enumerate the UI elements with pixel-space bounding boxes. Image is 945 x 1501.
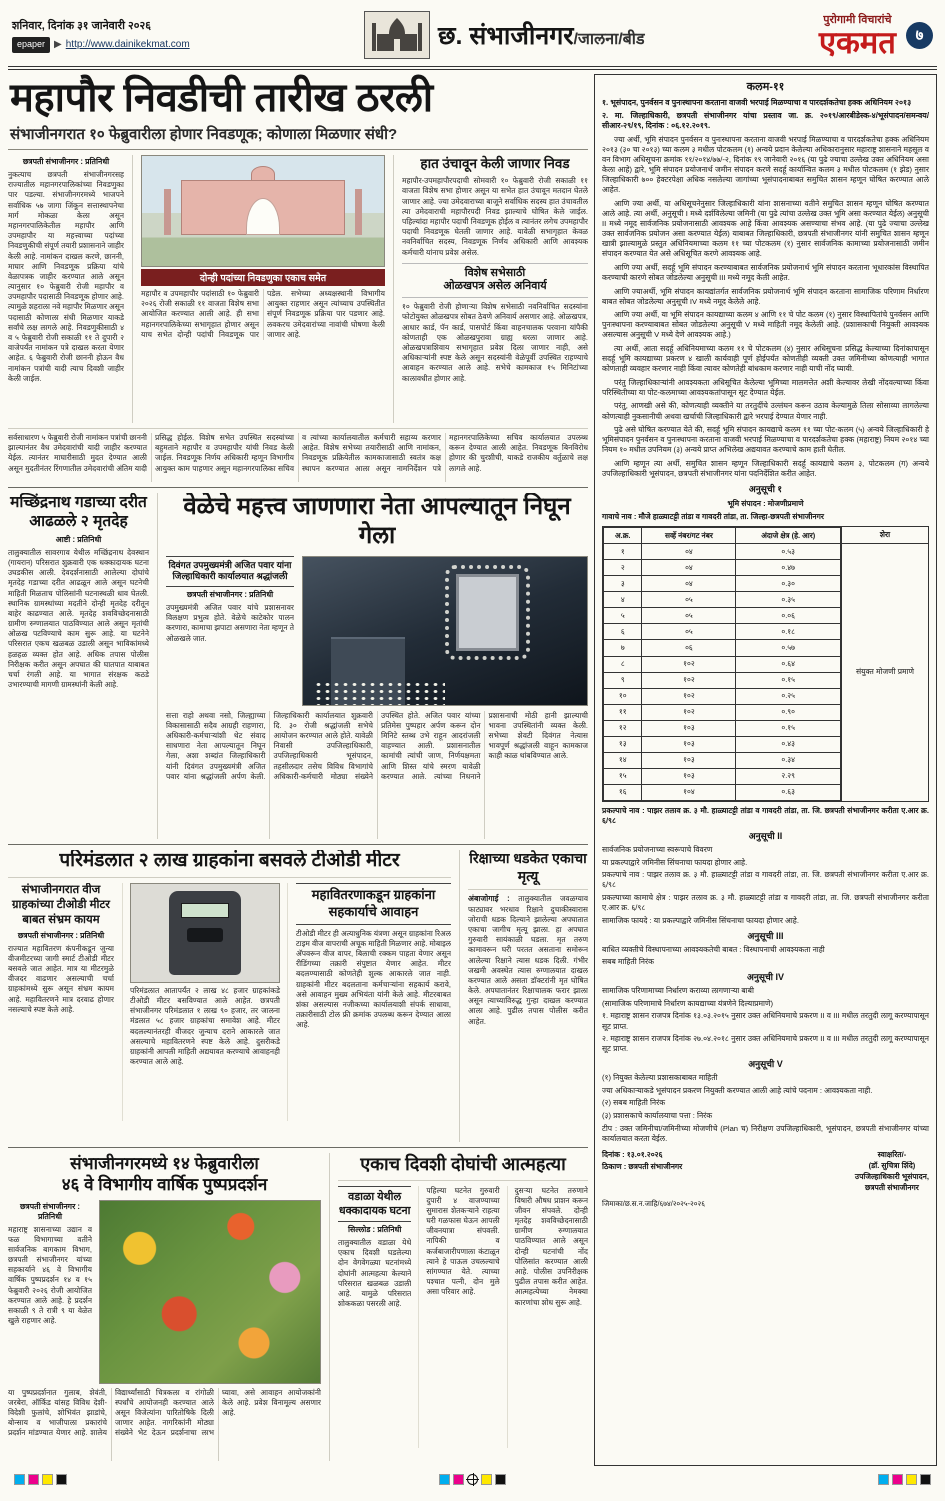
schedule5-lines: [602, 1073, 929, 1121]
table-row: ५ ०५ ०.०६: [604, 608, 841, 624]
land-table-main: [603, 527, 841, 801]
black-square: [495, 1474, 506, 1485]
signature-line: स्वाक्षरित/-: [877, 1149, 907, 1159]
masthead-center: [364, 11, 645, 59]
schedule-line: सामाजिक फायदे : या प्रकल्पाद्वारे जमिनीस सिंचनाचा फायदा होणार आहे.: [602, 915, 799, 925]
notice-date: दिनांक : १३.०१.२०२६: [602, 1149, 663, 1159]
notice-paragraph: त्या अर्थी, आता सदर्हू अधिनियमाच्या कलम ११ चे पोटकलम (४) नुसार अधिसूचना प्रसिद्ध केल्याच्या दिनांकापासून सदर्हू भूमि कायद्याच्या प्रकरण ४ खाली कार्यवाही पूर्ण होईपर्यंत कोणतीही व्यक्ती उक्त जमिनीच्या कोणत्याही भागात कोणताही व्यवहार करणार नाही किंवा त्यावर कोणतेही बांधकाम करणार नाही याची नोंद घ्यावी.: [602, 343, 929, 374]
top-story-continuation: सर्वसाधारण ५ फेब्रुवारी रोजी नामांकन पत्रांची छाननी झाल्यानंतर वैध उमेदवारांची यादी जाहीर करण्यात येईल. त्यानंतर माघारीसाठी मुदत देण्यात आली असून मुदतीनंतर रिंगणातील उमेदवारांची अंतिम यादी प्रसिद्ध होईल. विशेष सभेत उपस्थित सदस्यांच्या बहुमताने महापौर व उपमहापौर यांची निवड केली जाईल. निवडणूक निर्णय अधिकारी म्हणून विभागीय आयुक्त काम पाहणार असून महानगरपालिका सचिव व त्यांच्या कार्यालयातील कर्मचारी सहाय्य करणार आहेत. विशेष सभेच्या तयारीसाठी आणि नामांकन, निवडणूक प्रक्रियेतील कामकाजासाठी स्वतंत्र कक्ष स्थापन करण्यात आला असून नामनिर्देशन पत्रे महानगरपालिकेच्या सचिव कार्यालयात उपलब्ध करून देण्यात आली आहेत. निवडणूक बिनविरोध होणार की चुरशीची, याकडे राजकीय वर्तुळाचे लक्ष लागले आहे.: [8, 428, 588, 482]
epaper-url-link[interactable]: http://www.dainikekmat.com: [65, 39, 190, 51]
table-row: १६ १०४ ०.६३: [604, 784, 841, 800]
schedule3-title: अनुसूची III: [747, 930, 784, 941]
top-story-photo-column: [132, 155, 394, 423]
table-row: १ ०४ ०.५३: [604, 544, 841, 560]
black-square: [920, 1474, 931, 1485]
schedule1-title: अनुसूची १: [748, 484, 783, 495]
signature-line: छत्रपती संभाजीनगर: [865, 1183, 919, 1193]
schedule-line: बाधित व्यक्तीचे विस्थापनाच्या आवश्यकतेची बाबत : विस्थापनाची आवश्यकता नाही: [602, 944, 825, 954]
masthead-left: [12, 18, 190, 53]
photo-note-text: महापौर व उपमहापौर पदांसाठी १० फेब्रुवारी २०२६ रोजी सकाळी ११ वाजता विशेष सभा आयोजित करण्यात आली आहे. ही सभा महानगरपालिकेच्या सभागृहात होणार असून याच सभेत दोन्ही पदांची निवडणूक पार पडेल. सभेच्या अध्यक्षस्थानी विभागीय आयुक्त राहणार असून त्यांच्याच उपस्थितीत संपूर्ण निवडणूक प्रक्रिया पार पडणार आहे. लवकरच उमेदवारांच्या नावांची घोषणा केली जाणार आहे.: [141, 289, 385, 339]
headline: एकाच दिवशी दोघांची आत्महत्या: [338, 1153, 588, 1181]
schedule-line: ज्या अधिकाऱ्याकडे भूसंपादन प्रकरण नियुक्ती करण्यात आली आहे त्यांचे पदनाम : आवश्यकता नाही.: [602, 1085, 873, 1095]
yellow-square: [42, 1474, 53, 1485]
page-number-badge: ७: [906, 22, 933, 49]
edition-title: [438, 18, 645, 52]
main-headline: महापौर निवडीची तारीख ठरली: [10, 76, 433, 120]
signature-line: (डॉ. सुचित्रा शिंदे): [868, 1160, 916, 1170]
suicide-col-3: दुसऱ्या घटनेत तरुणाने विषारी औषध प्राशन करून जीवन संपवले. दोन्ही मृतदेह शवविच्छेदनासाठी ग्रामीण रुग्णालयात पाठविण्यात आले असून दोन्ही घटनांची नोंद पोलिसांत करण्यात आली आहे. पोलीस उपनिरीक्षक पुढील तपास करीत आहेत. आत्महत्येच्या नेमक्या कारणांचा शोध सुरू आहे.: [507, 1186, 588, 1448]
brand-tagline: पुरोगामी विचारांचे: [823, 14, 892, 26]
meter-subhead-column: [8, 883, 114, 1121]
article-mahavitaran-appeal: [296, 883, 451, 1121]
portrait-frame: [456, 574, 518, 651]
top-story-col1: [8, 155, 124, 423]
headline: वेळेचे महत्त्व जाणणारा नेता आपल्यातून निघून गेला: [183, 493, 571, 549]
col-area: अंदाजे क्षेत्र (हे. आर): [736, 528, 841, 544]
brand-block: [819, 12, 896, 58]
municipal-building-photo: [141, 155, 385, 267]
article-body: तालुक्यातील सावरगाव येथील मच्छिंद्रनाथ देवस्थान (गायरान) परिसरात शुक्रवारी एक धक्कादायक घटना उघडकीस आली. देवदर्शनासाठी आलेल्या दोघांचे मृतदेह गडाच्या दरीत आढळून आले असून घटनेची माहिती मिळताच पोलिसांनी घटनास्थळी धाव घेतली. स्थानिक ग्रामस्थांच्या मदतीने दोन्ही मृतदेह दरीतून बाहेर काढण्यात आले. मृतदेह शवविच्छेदनासाठी ग्रामीण रुग्णालयात पाठविण्यात आले असून मृतांची ओळख पटविण्याचे काम सुरू आहे. या घटनेने परिसरात एकच खळबळ उडाली असून भाविकांमध्ये हळहळ व्यक्त होत आहे. अधिक तपास पोलीस निरीक्षक करीत असून अपघात की घातपात याबाबत चर्चा रंगली आहे. या भागात संरक्षक कठडे उभारण्याची मागणी ग्रामस्थांनी केली आहे.: [8, 547, 149, 690]
yellow-square: [906, 1474, 917, 1485]
photo-caption: दोन्ही पदांच्या निवडणुका एकाच समेत: [141, 269, 385, 286]
table-row: १२ १०३ ०.१५: [604, 720, 841, 736]
flower-text-column: [8, 1200, 92, 1384]
article-body: राज्यात महावितरण कंपनीकडून जुन्या वीजमीटरच्या जागी स्मार्ट टीओडी मीटर बसवले जात आहेत. मात्र या मीटरमुळे वीजदर वाढणार असल्याची चर्चा ग्राहकांमध्ये सुरू असून संभ्रम कायम आहे. महावितरणने मात्र दरवाढ होणार नसल्याचे स्पष्ट केले आहे.: [8, 943, 114, 1014]
article-body: महाराष्ट्र शासनाच्या उद्यान व फळ विभागाच्या वतीने सार्वजनिक बागकाम विभाग, छत्रपती संभाजीनगर यांच्या सहकार्याने ४६ वे विभागीय वार्षिक पुष्पप्रदर्शन १४ व १५ फेब्रुवारी २०२६ रोजी आयोजित करण्यात आले आहे. हे प्रदर्शन सकाळी ९ ते रात्री ९ या वेळेत खुले राहणार आहे.: [8, 1224, 92, 1326]
article-double-suicide: [338, 1153, 588, 1461]
table-row: ४ ०५ ०.३५: [604, 592, 841, 608]
byline: सिल्लोड : प्रतिनिधी: [347, 1225, 402, 1235]
meter-display: [181, 903, 228, 918]
edition-city: छ. संभाजीनगर: [437, 22, 574, 50]
epaper-badge: epaper: [12, 37, 50, 53]
page-content: [8, 74, 937, 1466]
headline: रिक्षाच्या धडकेत एकाचा मृत्यू: [468, 850, 588, 890]
article-ajit-pawar-tribute: [166, 493, 588, 839]
schedule-line: सार्वजनिक प्रयोजनाच्या स्वरूपाचे विवरण: [602, 844, 713, 854]
schedule-line: प्रकल्पाच्या कामाचे क्षेत्र : पाझर तलाव क्र. ३ मौ. हाळ्याटट्टी तांडा व गावदरी तांडा, ता. जि. छत्रपती संभाजीनगर करीता ए.आर क्र. ६/९८: [602, 892, 929, 912]
table-row: ९ १०२ ०.१५: [604, 672, 841, 688]
main-subheadline: संभाजीनगरात १० फेब्रुवारीला होणार निवडणूक; कोणाला मिळणार संधी?: [8, 124, 588, 150]
article-body: टीओडी मीटर ही अत्याधुनिक यंत्रणा असून ग्राहकांना रिअल टाइम वीज वापराची अचूक माहिती मिळणार आहे. मोबाइल अ‍ॅपवरून वीज वापर, बिलाची रक्कम पाहता येणार असून रीडिंगच्या तक्रारी संपुष्टात येणार आहेत. मीटर बदलण्यासाठी कोणतेही शुल्क आकारले जात नाही. ग्राहकांनी मीटर बदलताना कर्मचाऱ्यांना सहकार्य करावे, असे आवाहन मुख्य अभियंता यांनी केले आहे. मीटरबाबत शंका असल्यास नजीकच्या कार्यालयाशी संपर्क साधावा, तक्रारीसाठी टोल फ्री क्रमांक उपलब्ध करून देण्यात आला आहे.: [296, 928, 451, 1030]
notice-paragraph: आणि ज्या अर्थी, या अधिसूचनेनुसार जिल्हाधिकारी यांना शासनाच्या वतीने समुचित शासन म्हणून घोषित करण्यात आले आहे. त्या अर्थी, अनुसूची I मध्ये दर्शविलेल्या जमिनी (या पुढे त्यांचा उल्लेख उक्त भूमि असा करण्यात येईल) अनुसूची II मध्ये नमूद सार्वजनिक प्रयोजनासाठी आवश्यक आहे किंवा आवश्यक असण्याचा संभव आहे. (या पुढे ज्याचा उल्लेख उक्त सार्वजनिक प्रयोजन असा करण्यात येईल) याबाबत जिल्हाधिकारी, छत्रपती संभाजीनगर यांनी समुचित शासन म्हणून खात्री झाल्यामुळे प्रस्तुत अधिनियमाच्या कलम ११ च्या पोटकलम (१) नुसार सार्वजनिक कामाच्या प्रयोजनासाठी जमीन संपादन करण्यात येत असे अधिसूचित करणे आवश्यक आहे.: [602, 198, 929, 259]
article-rickshaw-accident: [468, 850, 588, 1142]
remark-column: [841, 527, 928, 801]
cyan-square: [14, 1474, 25, 1485]
schedule-line: (३) प्रशासकाचे कार्यालयाचा पत्ता : निरंक: [602, 1111, 713, 1121]
notice-paragraphs: [602, 135, 929, 479]
legal-notice: [594, 74, 937, 1466]
article-mayor-election: [8, 74, 588, 482]
edition-districts: /जालना/बीड: [573, 31, 645, 48]
suicide-col-1: [338, 1186, 411, 1448]
masthead: [8, 6, 937, 70]
magenta-square: [892, 1474, 903, 1485]
meter-columns: [8, 883, 451, 1121]
flower-columns: [8, 1200, 321, 1384]
table-row: ३ ०४ ०.३०: [604, 576, 841, 592]
schedule2-lines: [602, 845, 929, 926]
building-pillar-right: [355, 189, 362, 235]
date-place-block: [602, 1150, 682, 1194]
sidebar-body: महापौर-उपमहापौरपदाची सोमवारी १० फेब्रुवारी रोजी सकाळी ११ वाजता विशेष सभा होणार असून या सभेत हात उंचावून मतदान घेतले जाणार आहे. ज्या उमेदवाराच्या बाजूने सर्वाधिक सदस्य हात उंचावतील त्या उमेदवाराची महापौरपदी निवड झाल्याचे घोषित केले जाईल. पहिल्यांदा महापौर पदाची निवडणूक होईल व त्यानंतर लगेच उपमहापौर पदाची निवडणूक घेतली जाणार आहे. यावेळी सभागृहात केवळ नवनिर्वाचित सदस्य, निवडणूक निर्णय अधिकारी आणि आवश्यक कर्मचारी यांनाच प्रवेश असेल.: [402, 176, 588, 257]
meter-photo-column: [122, 883, 288, 1121]
yellow-square: [481, 1474, 492, 1485]
schedule-line: प्रकल्पाचे नाव : पाझर तलाव क्र. ३ मौ. हाळ्याटट्टी तांडा व गावदरी तांडा, ता. जि. छत्रपती संभाजीनगर करीता ए.आर क्र. ६/९८: [602, 870, 929, 890]
schedule4-title: अनुसूची IV: [746, 972, 784, 983]
schedule2-title: अनुसूची II: [748, 830, 783, 841]
notice-reference-number: जिमाका/छ.स.न.जाहि/६७४/२०२५-२०२६: [602, 1199, 705, 1209]
cmyk-marks-left: [14, 1474, 67, 1485]
print-registration-marks: [8, 1471, 937, 1487]
article-tod-meter: [8, 850, 460, 1142]
black-square: [56, 1474, 67, 1485]
headline: महावितरणाकडून ग्राहकांना सहकार्याचे आवाहन: [296, 883, 451, 925]
notice-paragraph: आणि ज्या अर्थी, सदर्हू भूमि संपादन करण्याबाबत सार्वजनिक प्रयोजनार्थ भूमि संपादन करताना भूधारकांस विस्थापित करण्याची कारणे सोबत जोडलेल्या अनुसूची III मध्ये नमूद केली आहेत.: [602, 262, 929, 282]
notice-paragraph: आणि म्हणून त्या अर्थी, समुचित शासन म्हणून जिल्हाधिकारी सदर्हू कायद्याचे कलम ३, पोटकलम (ग) अन्वये उपजिल्हाधिकारी भूसंपादन, छत्रपती संभाजीनगर यांना पदनिर्देशित करीत आहेत.: [602, 458, 929, 479]
schedule5-title: अनुसूची V: [748, 1059, 783, 1070]
remark-value: संयुक्त मोजणी प्रमाणे: [855, 667, 915, 677]
col-serial: अ.क्र.: [604, 528, 642, 544]
article-body-2: परिमंडलात आतापर्यंत २ लाख ४८ हजार ग्राहकांकडे टीओडी मीटर बसविण्यात आले आहेत. छत्रपती संभाजीनगर परिमंडलात १ लाख ९० हजार, तर जालना मंडलात ५८ हजार ग्राहकांचा समावेश आहे. मीटर बदलल्यानंतरही वीजदर जुन्याच दराने आकारले जात असल्याचे महावितरणने स्पष्ट केले आहे. दुसरीकडे ग्राहकांनी आपली माहिती अद्ययावत करण्याचे आवाहनही करण्यात आले आहे.: [130, 985, 280, 1067]
schedule3-lines: [602, 945, 929, 968]
sidebar-body-2: १० फेब्रुवारी रोजी होणाऱ्या विशेष सभेसाठी नवनिर्वाचित सदस्यांना फोटोयुक्त ओळखपत्र सोबत ठेवणे अनिवार्य असणार आहे. ओळखपत्र, आधार कार्ड, पॅन कार्ड, पासपोर्ट किंवा वाहनचालक परवाना यांपैकी कोणताही एक ओळखपुरावा ग्राह्य धरला जाणार आहे. ओळखपत्राशिवाय सभागृहात प्रवेश दिला जाणार नाही, असे अधिकाऱ्यांनी स्पष्ट केले असून सदस्यांनी वेळेपूर्वी उपस्थित राहण्याचे आवाहन करण्यात आले आहे. सभेचे कामकाज १५ मिनिटांच्या कालावधीत होणार आहे.: [402, 302, 588, 383]
dateline: अंबाजोगाई :: [468, 894, 510, 903]
notice-proposal-line: २. मा. जिल्हाधिकारी, छत्रपती संभाजीनगर यांचा प्रस्ताव जा. क्र. २०१९/आरबीडेस्क-४/भूसंपादन/समन्वय/सीआर-२९/१९, दिनांक : ०६.१२.२०१९.: [602, 110, 929, 131]
notice-act-line: १. भूसंपादन, पुनर्वसन व पुनःस्थापना करताना वाजवी भरपाई मिळण्याचा व पारदर्शकतेचा हक्क अधिनियम २०१३: [602, 97, 912, 107]
byline: छत्रपती संभाजीनगर : प्रतिनिधी: [22, 157, 110, 166]
suicide-col-2: पहिल्या घटनेत गुरुवारी दुपारी ४ वाजण्याच्या सुमारास शेतकऱ्याने राहत्या घरी गळफास घेऊन आपली जीवनयात्रा संपवली. नापिकी व कर्जबाजारीपणाला कंटाळून त्याने हे पाऊल उचलल्याचे सांगण्यात येते. त्याच्या पश्चात पत्नी, दोन मुले असा परिवार आहे.: [418, 1186, 499, 1448]
cmyk-marks-right: [878, 1474, 931, 1485]
col-remark: शेरा: [842, 527, 928, 543]
byline: छत्रपती संभाजीनगर : प्रतिनिधी: [17, 930, 105, 940]
meter-band: [8, 844, 588, 1142]
news-zone: [8, 74, 588, 1466]
notice-paragraph: परंतु जिल्हाधिकाऱ्यांनी आवश्यकता अधिसूचित केलेल्या भूमिच्या मालमत्तेत अशी केल्यावर लेखी नोंदवल्याच्या किंवा परिस्थितीच्या या पोट-कलमाच्या आवश्यकतांपासून सूट देण्यात येईल.: [602, 377, 929, 397]
table-row: ६ ०५ ०.१८: [604, 624, 841, 640]
notice-paragraph: आणि ज्याअर्थी, भूमि संपादन कायद्यांतर्गत सार्वजनिक प्रयोजनार्थ भूमि संपादन करताना सामाजिक परिणाम निर्धारण बाबत सोबत जोडलेल्या अनुसूची IV मध्ये नमूद केलेले आहे.: [602, 286, 929, 306]
top-story-columns: [8, 155, 588, 423]
subheadline: वडाळा येथील धक्कादायक घटना: [338, 1186, 411, 1223]
masthead-right: [819, 12, 933, 58]
schedule-line: (२) सबब माहिती निरंक: [602, 1098, 666, 1108]
sidebar-subheadline: विशेष सभेसाठी ओळखपत्र असेल अनिवार्य: [402, 263, 588, 299]
electric-meter-photo: [130, 883, 280, 983]
article-intro: उपमुख्यमंत्री अजित पवार यांचे प्रशासनावर विलक्षण प्रभुत्व होते. वेळेचे काटेकोर पालन करणारा, कामाचा झपाटा असणारा नेता म्हणून ते ओळखले जात.: [166, 602, 294, 643]
table-row: ११ १०२ ०.९०: [604, 704, 841, 720]
col-survey: सर्व्हे नंबर/गट नंबर: [642, 528, 736, 544]
headline: संभाजीनगरमध्ये १४ फेब्रुवारीला ४६ वे विभागीय वार्षिक पुष्पप्रदर्शन: [61, 1154, 268, 1195]
article-flower-show: [8, 1153, 330, 1461]
flower-show-photo: [99, 1200, 321, 1384]
kicker: दिवंगत उपमुख्यमंत्री अजित पवार यांना जिल्हाधिकारी कार्यालयात श्रद्धांजली: [166, 556, 294, 587]
bottom-band: [8, 1147, 588, 1461]
schedule-line: (१) नियुक्त केलेल्या प्रशासकाबाबत माहिती: [602, 1073, 718, 1083]
schedule-line: या प्रकल्पाद्वारे जमिनीस सिंचनाचा फायदा होणार आहे.: [602, 857, 748, 867]
project-line: प्रकल्पाचे नाव : पाझर तलाव क्र. ३ मौ. हाळ्याटट्टी तांडा व गावदरी तांडा, ता. जि. छत्रपती संभाजीनगर करीता ए.आर क्र. ६/९८: [602, 805, 929, 825]
table-row: ८ १०२ ०.६४: [604, 656, 841, 672]
pawar-columns: [166, 556, 588, 706]
notice-place: ठिकाण : छत्रपती संभाजीनगर: [602, 1161, 683, 1171]
schedule-line: सबब माहिती निरंक: [602, 957, 654, 967]
epaper-row: [12, 37, 190, 53]
sidebar-headline: हात उंचावून केली जाणार निवड: [420, 156, 570, 171]
meter-dial: [187, 928, 223, 942]
edition-date: शनिवार, दिनांक ३१ जानेवारी २०२६: [12, 19, 151, 32]
notice-paragraph: परंतु, आणखी असे की, कोणत्याही व्यक्तीने या तरतुदींचे उल्लंघन करून उठाव केल्यामुळे तिला सोसाव्या लागलेल्या कोणत्याही नुकसानीची अथवा खर्चाची जिल्हाधिकारी द्वारे भरपाई देण्यात येणार नाही.: [602, 401, 929, 421]
notice-paragraph: पुढे असे घोषित करण्यात येते की, सदर्हू भूमि संपादन कायद्याचे कलम ११ च्या पोट-कलम (५) अन्वये जिल्हाधिकारी हे भूमिसंपादन पुनर्वसन व पुनःस्थापना करताना वाजवी भरपाई मिळण्याचा व पारदर्शकतेचा हक्क (महाराष्ट्र) नियम २०१४ च्या नियम १० मधील उपनियम (३) अन्वये प्राप्त अभिलेख अद्ययावत करण्याचे काम हाती घेतील.: [602, 425, 929, 455]
land-acquisition-table: [602, 526, 929, 802]
magenta-square: [28, 1474, 39, 1485]
byline: छत्रपती संभाजीनगर : प्रतिनिधी: [186, 589, 274, 599]
signature-line: उपजिल्हाधिकारी भूसंपादन,: [854, 1172, 929, 1182]
headline: परिमंडलात २ लाख ग्राहकांना बसवले टीओडी मीटर: [8, 850, 451, 878]
schedule-line: २. महाराष्ट्र शासन राजपत्र दिनांक २७.०४.२०१८ नुसार उक्त अधिनियमाचे प्रकरण II व III मधील तरतुदी लागू करण्यापासून सूट प्राप्त.: [602, 1034, 929, 1054]
magenta-square: [453, 1474, 464, 1485]
article-machhindranath-bodies: [8, 493, 158, 839]
table-row: १३ १०३ ०.४३: [604, 736, 841, 752]
ajit-pawar-tribute-photo: [302, 556, 588, 706]
flower-garland: [314, 681, 445, 705]
schedule4-lines: [602, 986, 929, 1054]
table-row: ७ ०६ ०.५७: [604, 640, 841, 656]
notice-title: कलम-११: [746, 81, 785, 93]
building-pillar-left: [164, 189, 171, 235]
table-row: १० १०२ ०.२५: [604, 688, 841, 704]
headline: मच्छिंद्रनाथ गडाच्या दरीत आढळले २ मृतदेह: [10, 494, 147, 531]
cyan-square: [439, 1474, 450, 1485]
notice-paragraph: आणि ज्या अर्थी, या भूमि संपादन कायद्याच्या कलम ४ आणि ११ चे पोट कलम (१) नुसार विस्थापितांचे पुनर्वसन आणि पुनःस्थापना करण्याबाबत सोबत जोडलेल्या अनुसूची V मध्ये माहिती नमूद केलेली आहे. (प्रशासकाची नियुक्ती आवश्यक असल्यास अनुसूची V मध्ये देणे आवश्यक आहे.): [602, 310, 929, 340]
notice-footnote: टीप : उक्त जमिनीचा/जमिनीच्या मोजणीचे (Plan च) निरीक्षण उपजिल्हाधिकारी, भूसंपादन, छत्रपती संभाजीनगर यांच्या कार्यालयात करता येईल.: [602, 1123, 929, 1143]
byline: छत्रपती संभाजीनगर : प्रतिनिधी: [19, 1201, 81, 1221]
table-row: २ ०४ ०.४७: [604, 560, 841, 576]
signature-block: [855, 1150, 929, 1194]
schedule1-subtitle: भूमि संपादन : मोजणीप्रमाणे: [727, 499, 804, 509]
top-story-sidebar: [402, 155, 588, 423]
newspaper-logo-icon: [364, 11, 430, 59]
schedule-line: (सामाजिक परिणामाचे निर्धारण कायद्याच्या यंत्रणेने दिल्याप्रमाणे): [602, 998, 774, 1008]
article-body: अंबाजोगाई : तालुक्यातील जवळग्याव फाट्यावर भरधाव रिक्षाने दुचाकीस्वारास जोराची धडक दिल्याने झालेल्या अपघातात एकाचा जागीच मृत्यू झाला. हा अपघात गुरुवारी सायंकाळी घडला. मृत तरुण कामावरून घरी परतत असताना समोरून आलेल्या रिक्षाने त्यास धडक दिली. गंभीर जखमी अवस्थेत त्यास रुग्णालयात दाखल करण्यात आले असता डॉक्टरांनी मृत घोषित केले. अपघातानंतर रिक्षाचालक फरार झाला असून त्याच्याविरुद्ध गुन्हा दाखल करण्यात आला आहे. पुढील तपास पोलीस करीत आहेत.: [468, 894, 588, 1026]
table-row: १५ १०३ २.२९: [604, 768, 841, 784]
article-body-2: या पुष्पप्रदर्शनात गुलाब, शेवंती, जरबेरा, ऑर्किड यांसह विविध देशी-विदेशी फुलांचे, शोभिवंत झाडांचे, बोन्साय व भाजीपाला प्रकारांचे प्रदर्शन मांडण्यात येणार आहे. शालेय विद्यार्थ्यांसाठी चित्रकला व रांगोळी स्पर्धांचे आयोजनही करण्यात आले असून विजेत्यांना पारितोषिके दिली जाणार आहेत. नागरिकांनी मोठ्या संख्येने भेट देऊन प्रदर्शनाचा लाभ घ्यावा, असे आवाहन आयोजकांनी केले आहे. प्रवेश विनामूल्य असणार आहे.: [8, 1387, 321, 1438]
mid-band: [8, 487, 588, 839]
pawar-intro-column: [166, 556, 294, 706]
article-body: तालुक्यातील वडाळा येथे एकाच दिवशी घडलेल्या दोन वेगवेगळ्या घटनांमध्ये दोघांनी आत्महत्या केल्याने परिसरात खळबळ उडाली आहे. यामुळे परिसरात शोककळा पसरली आहे.: [338, 1238, 412, 1309]
article-body: नुकत्याच छत्रपती संभाजीनगरसह राज्यातील महानगरपालिकांच्या निवडणुका पार पडल्या. संभाजीनगरमध्ये भाजपने सर्वाधिक ५७ जागा जिंकून सत्तास्थापनेचा मार्ग मोकळा केला असून महानगरपालिकेतील महापौर आणि उपमहापौर या महत्त्वाच्या पदांच्या निवडणुकीची संपूर्ण तयारी प्रशासनाने जाहीर केली आहे. नामांकन दाखल करणे, छाननी, माघार आणि निवडणूक प्रक्रिया यांचे वेळापत्रक जाहीर करण्यात आले असून त्यानुसार १० फेब्रुवारी रोजी महापौर व उपमहापौर पदासाठी निवडणूक होणार आहे. त्यामुळे शहराला नवे महापौर मिळणार असून पदासाठी कोणाला संधी मिळणार याकडे सर्वांचे लक्ष लागले आहे. निवडणुकीसाठी ४ व ५ फेब्रुवारी रोजी सकाळी ११ ते दुपारी २ वाजेपर्यंत नामांकन पत्रे दाखल करता येणार आहेत. ६ फेब्रुवारी रोजी छाननी होऊन वैध नामांकन पत्रांची यादी त्याच दिवशी जाहीर केली जाईल.: [8, 170, 124, 383]
notice-footer: [602, 1150, 929, 1194]
cyan-square: [878, 1474, 889, 1485]
brand-name: एकमत: [818, 25, 896, 60]
registration-target-icon: [467, 1474, 478, 1485]
schedule-line: १. महाराष्ट्र शासन राजपत्र दिनांक १३.०३.२०१५ नुसार उक्त अधिनियमाचे प्रकरण II व III मधील तरतुदी लागू करण्यापासून सूट प्राप्त.: [602, 1011, 929, 1031]
notice-paragraph: ज्या अर्थी, भूमि संपादन पुनर्वसन व पुनःस्थापना करताना वाजवी भरपाई मिळण्याचा व पारदर्शकतेचा हक्क अधिनियम २०१३ (३० चा २०१३) च्या कलम ३ मधील पोटकलम (१) अन्वये प्रदान केलेल्या अधिकारानुसार महाराष्ट्र शासनाने महसूल व वन विभाग अधिसूचना क्रमांक ११/२०१४/७७/-२, दिनांक १९ जानेवारी २०१६ (या पुढे ज्याचा उल्लेख उक्त अधिनियम असा केला आहे) द्वारे, भूमि संपादन प्रयोजनार्थ जमीन संपादन करणे सदर्हू कार्यान्वित कलम ३ मधील पोटकलम (१ झेड) नुसार जिल्हाधिकारी ७०० हेक्टरपेक्षा अधिक नसलेल्या जागांच्या भूसंपादनाबाबत समुचित शासन म्हणून घोषित करण्यात आले आहेत.: [602, 134, 929, 195]
subheadline: संभाजीनगरात वीज ग्राहकांच्या टीओडी मीटर बाबत संभ्रम कायम: [12, 883, 110, 926]
article-body: सत्ता राहो अथवा नसो, जिल्ह्याच्या विकासासाठी सदैव आग्रही राहणारा, अधिकारी-कर्मचाऱ्यांशी थेट संवाद साधणारा नेता आपल्यातून निघून गेला, अशा शब्दांत जिल्हाधिकारी यांनी दिवंगत उपमुख्यमंत्री अजित पवार यांना श्रद्धांजली अर्पण केली. जिल्हाधिकारी कार्यालयात शुक्रवारी दि. ३० रोजी श्रद्धांजली सभेचे आयोजन करण्यात आले होते. यावेळी निवासी उपजिल्हाधिकारी, उपजिल्हाधिकारी भूसंपादन, तहसीलदार तसेच विविध विभागांचे अधिकारी-कर्मचारी मोठ्या संख्येने उपस्थित होते. अजित पवार यांच्या प्रतिमेस पुष्पहार अर्पण करून दोन मिनिटे स्तब्ध उभे राहून आदरांजली वाहण्यात आली. प्रशासनातील कामांची त्यांची जाण, निर्णयक्षमता आणि शिस्त यांचे स्मरण यावेळी करण्यात आले. त्यांच्या निधनाने प्रशासनाची मोठी हानी झाल्याची भावना उपस्थितांनी व्यक्त केली. सभेच्या शेवटी दिवंगत नेत्यास भावपूर्ण श्रद्धांजली वाहून कामकाज काही काळ थांबविण्यात आले.: [166, 710, 588, 781]
table-row: १४ १०३ ०.३४: [604, 752, 841, 768]
schedule-line: सामाजिक परिणामाच्या निर्धारण कराव्या लागणाऱ्या बाबी: [602, 986, 754, 996]
schedule1-village: गावाचे नाव : मौजे हाळ्याटट्टी तांडा व गावदरी तांडा, ता. जिल्हा-छत्रपती संभाजीनगर: [602, 512, 825, 522]
cmyk-marks-center: [439, 1474, 506, 1485]
suicide-columns: [338, 1186, 588, 1448]
dateline: आष्टी : प्रतिनिधी: [55, 534, 102, 544]
arrow-right-icon: ▶: [54, 39, 62, 51]
